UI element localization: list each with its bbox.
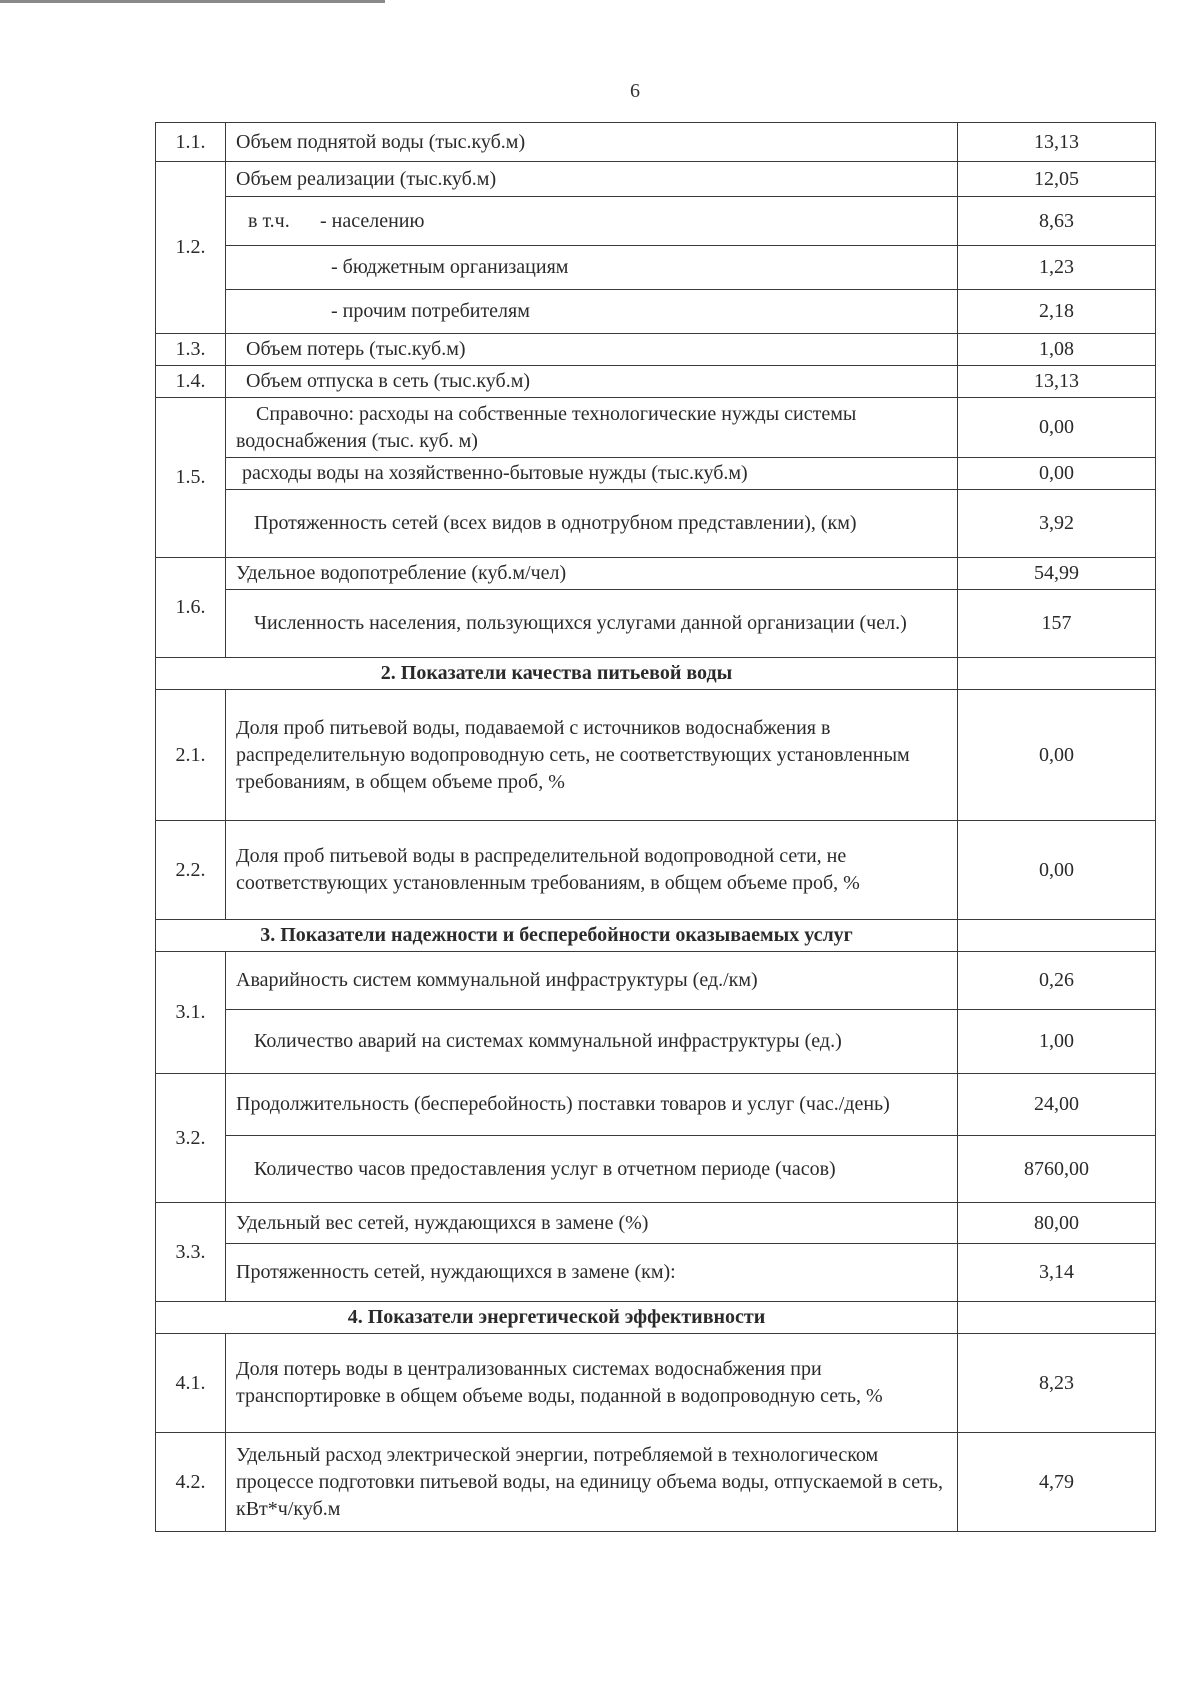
section-row <box>156 1302 1156 1334</box>
row-number: 3.2. <box>156 1074 226 1203</box>
row-description <box>226 197 958 246</box>
row-number: 3.3. <box>156 1203 226 1302</box>
row-description: Удельный вес сетей, нуждающихся в замене (%) <box>226 1203 958 1244</box>
table-row <box>156 1244 1156 1302</box>
table-row <box>156 334 1156 366</box>
row-description: Численность населения, пользующихся услугами данной организации (чел.) <box>226 590 958 658</box>
row-value: 13,13 <box>958 366 1156 398</box>
table-row <box>156 246 1156 290</box>
section-value-cell <box>958 658 1156 690</box>
row-value: 12,05 <box>958 162 1156 197</box>
table-row <box>156 821 1156 920</box>
row-value: 1,23 <box>958 246 1156 290</box>
row-description: Объем реализации (тыс.куб.м) <box>226 162 958 197</box>
table-row <box>156 366 1156 398</box>
row-description: Протяженность сетей (всех видов в однотрубном представлении), (км) <box>226 490 958 558</box>
row-description: расходы воды на хозяйственно-бытовые нужды (тыс.куб.м) <box>226 458 958 490</box>
row-value: 3,14 <box>958 1244 1156 1302</box>
table-row <box>156 123 1156 162</box>
row-description: Количество часов предоставления услуг в отчетном периоде (часов) <box>226 1136 958 1203</box>
table-row <box>156 1433 1156 1532</box>
table-row <box>156 458 1156 490</box>
row-description: Продолжительность (бесперебойность) поставки товаров и услуг (час./день) <box>226 1074 958 1136</box>
section-heading: 4. Показатели энергетической эффективности <box>156 1302 958 1334</box>
row-value: 1,08 <box>958 334 1156 366</box>
section-heading: 2. Показатели качества питьевой воды <box>156 658 958 690</box>
row-value: 1,00 <box>958 1010 1156 1074</box>
row-number: 3.1. <box>156 952 226 1074</box>
row-description: Справочно: расходы на собственные технологические нужды системы водоснабжения (тыс. куб. м) <box>226 398 958 458</box>
row-description: - прочим потребителям <box>226 290 958 334</box>
row-value: 8760,00 <box>958 1136 1156 1203</box>
row-value: 0,00 <box>958 821 1156 920</box>
row-value: 13,13 <box>958 123 1156 162</box>
row-number: 4.1. <box>156 1334 226 1433</box>
table-row <box>156 290 1156 334</box>
section-value-cell <box>958 920 1156 952</box>
table-row <box>156 197 1156 246</box>
table-row <box>156 1136 1156 1203</box>
row-value: 0,26 <box>958 952 1156 1010</box>
row-description: Объем поднятой воды (тыс.куб.м) <box>226 123 958 162</box>
row-description: Объем потерь (тыс.куб.м) <box>226 334 958 366</box>
table-row <box>156 1010 1156 1074</box>
row-value: 54,99 <box>958 558 1156 590</box>
row-description: Удельное водопотребление (куб.м/чел) <box>226 558 958 590</box>
row-description: Количество аварий на системах коммунальной инфраструктуры (ед.) <box>226 1010 958 1074</box>
row-value: 24,00 <box>958 1074 1156 1136</box>
row-description: Доля проб питьевой воды, подаваемой с источников водоснабжения в распределительную водопроводную сеть, не соответствующих установленным требованиям, в общем объеме проб, % <box>226 690 958 821</box>
row-value: 8,63 <box>958 197 1156 246</box>
row-description: Доля проб питьевой воды в распределительной водопроводной сети, не соответствующих установленным требованиям, в общем объеме проб, % <box>226 821 958 920</box>
table-row <box>156 1203 1156 1244</box>
row-description: Удельный расход электрической энергии, потребляемой в технологическом процессе подготовки питьевой воды, на единицу объема воды, отпускаемой в сеть, кВт*ч/куб.м <box>226 1433 958 1532</box>
row-number: 1.5. <box>156 398 226 558</box>
row-number: 4.2. <box>156 1433 226 1532</box>
table-row <box>156 490 1156 558</box>
row-value: 157 <box>958 590 1156 658</box>
page-number: 6 <box>630 80 640 102</box>
table-row <box>156 162 1156 197</box>
indicators-table <box>155 122 1156 1532</box>
row-number: 1.1. <box>156 123 226 162</box>
row-number: 1.4. <box>156 366 226 398</box>
table-row <box>156 952 1156 1010</box>
row-value: 0,00 <box>958 690 1156 821</box>
section-value-cell <box>958 1302 1156 1334</box>
section-heading: 3. Показатели надежности и бесперебойности оказываемых услуг <box>156 920 958 952</box>
row-number: 1.3. <box>156 334 226 366</box>
row-value: 4,79 <box>958 1433 1156 1532</box>
row-description-text: - населению <box>320 209 425 232</box>
row-number: 2.1. <box>156 690 226 821</box>
table-row <box>156 1334 1156 1433</box>
row-value: 3,92 <box>958 490 1156 558</box>
table-row <box>156 690 1156 821</box>
row-number: 1.6. <box>156 558 226 658</box>
section-row <box>156 658 1156 690</box>
row-description: Аварийность систем коммунальной инфраструктуры (ед./км) <box>226 952 958 1010</box>
table-row <box>156 590 1156 658</box>
row-value: 8,23 <box>958 1334 1156 1433</box>
row-description: Протяженность сетей, нуждающихся в замене (км): <box>226 1244 958 1302</box>
row-description: - бюджетным организациям <box>226 246 958 290</box>
row-description: Доля потерь воды в централизованных системах водоснабжения при транспортировке в общем объеме воды, поданной в водопроводную сеть, % <box>226 1334 958 1433</box>
scan-edge <box>0 0 385 3</box>
row-number: 2.2. <box>156 821 226 920</box>
row-value: 0,00 <box>958 458 1156 490</box>
row-number: 1.2. <box>156 162 226 334</box>
row-prefix: в т.ч. <box>248 209 290 232</box>
table-row <box>156 558 1156 590</box>
row-value: 80,00 <box>958 1203 1156 1244</box>
row-value: 2,18 <box>958 290 1156 334</box>
table-row <box>156 398 1156 458</box>
section-row <box>156 920 1156 952</box>
row-value: 0,00 <box>958 398 1156 458</box>
row-description: Объем отпуска в сеть (тыс.куб.м) <box>226 366 958 398</box>
table-row <box>156 1074 1156 1136</box>
